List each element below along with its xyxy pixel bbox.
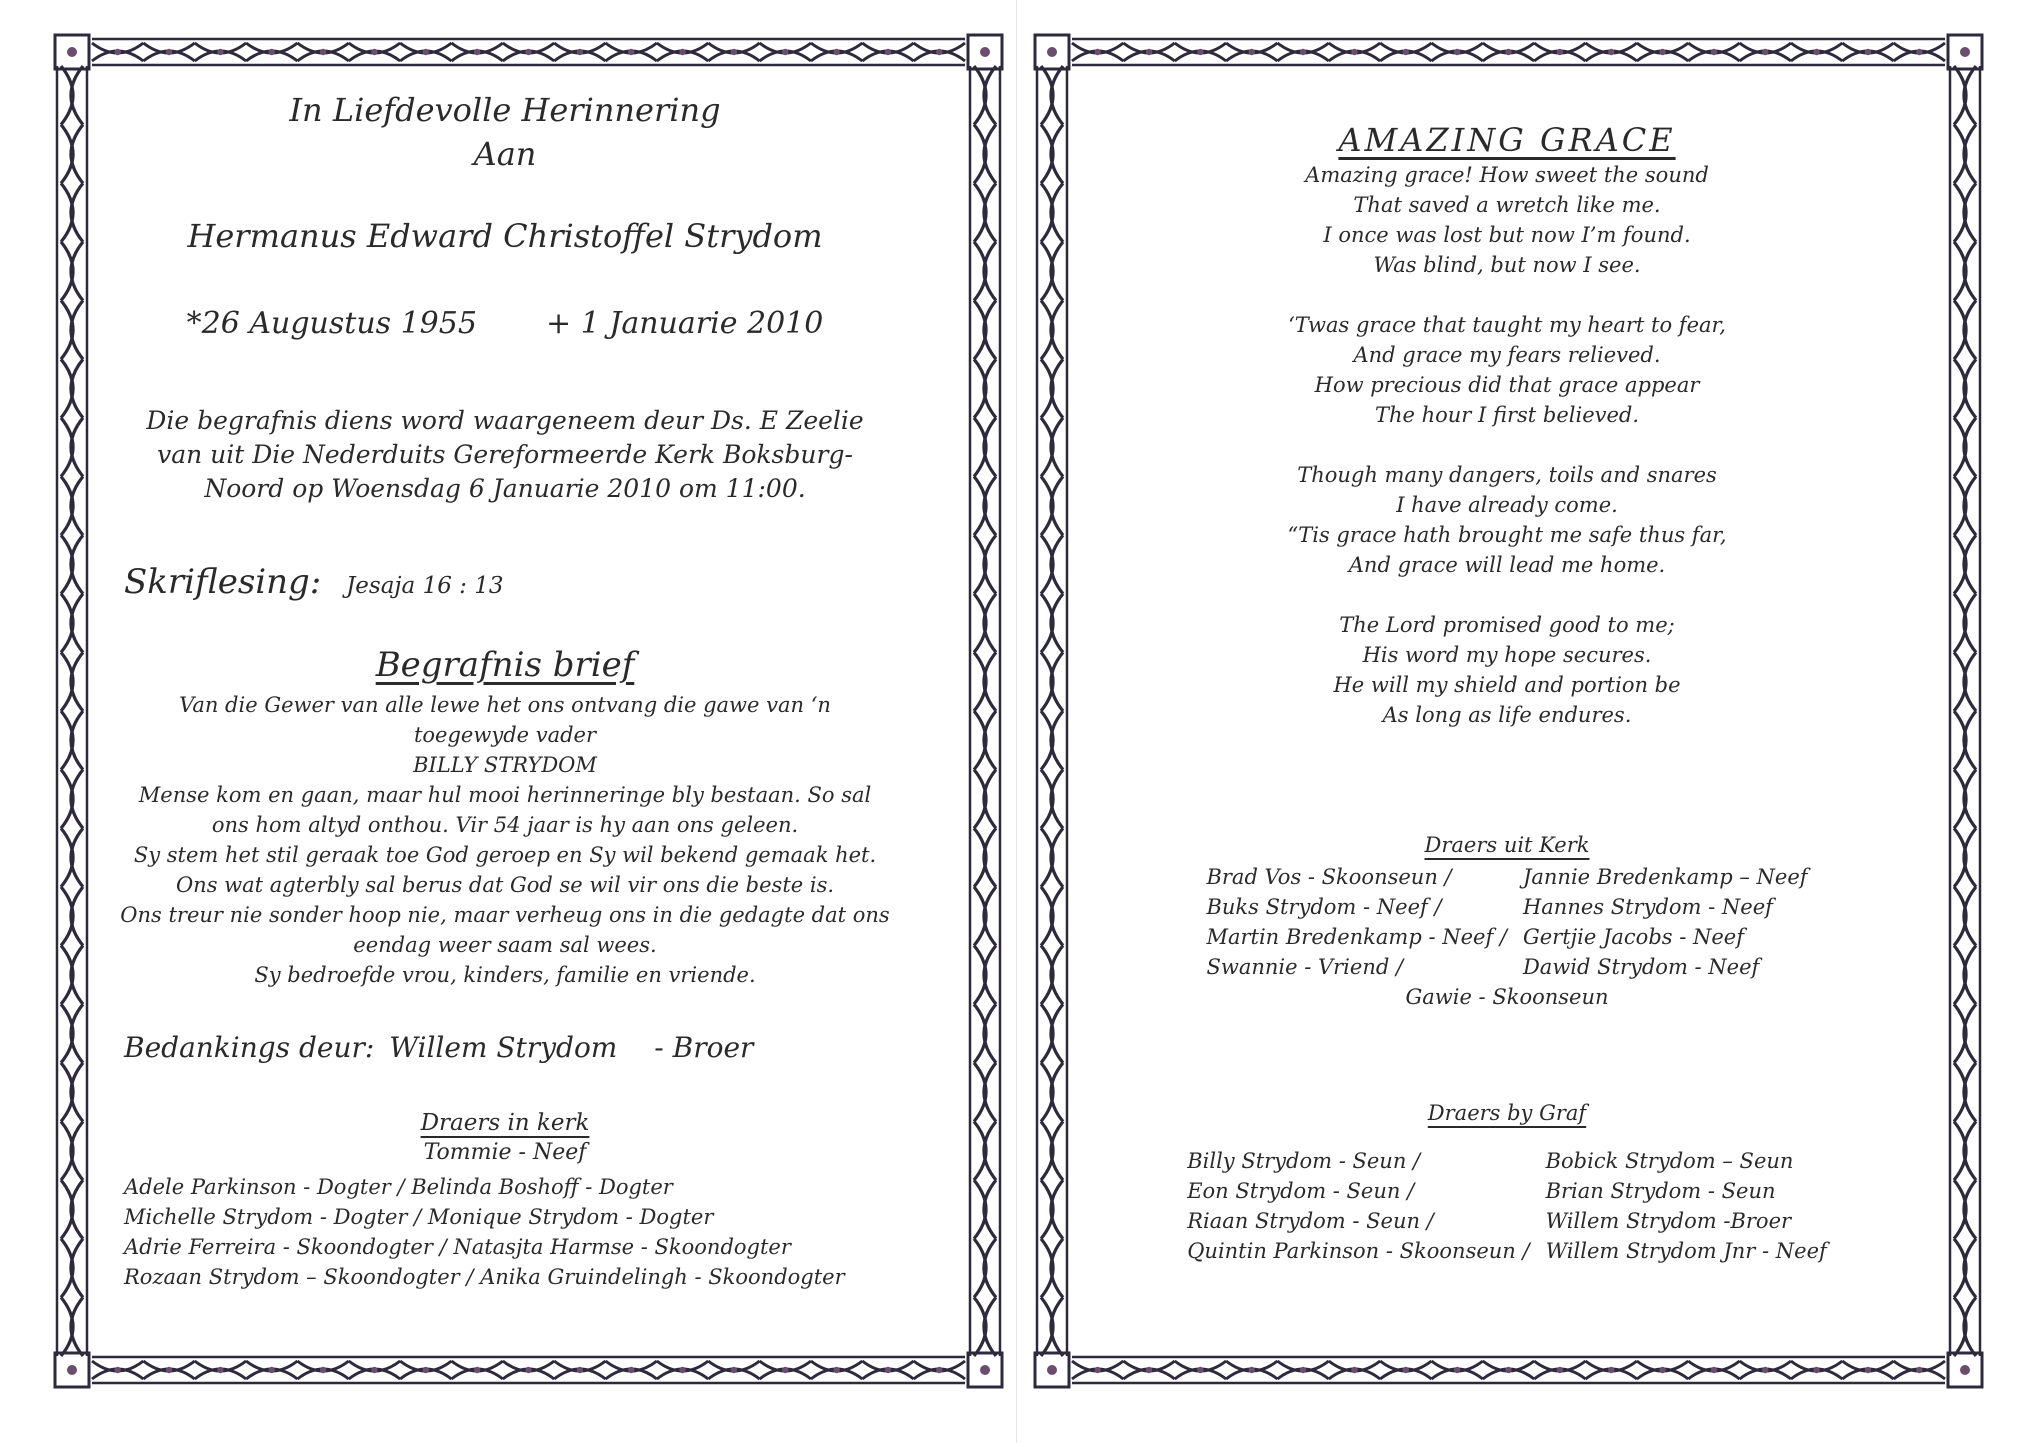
church-bearers-list (124, 1172, 845, 1292)
grave-pallbearers-grid (1117, 1146, 1897, 1266)
hymn (1117, 120, 1897, 730)
verse-line: The Lord promised good to me; (1339, 613, 1675, 637)
hymn-verse (1117, 610, 1897, 730)
pallbearer: Bobick Strydom – Seun (1545, 1149, 1794, 1173)
church-bearer-row: Adrie Ferreira - Skoondogter / Natasjta Harmse - Skoondogter (124, 1235, 791, 1259)
pallbearer: Billy Strydom - Seun / (1187, 1149, 1421, 1173)
church-pallbearers-title: Draers uit Kerk (1424, 833, 1590, 857)
reading-reference: Jesaja 16 : 13 (346, 573, 504, 599)
intro-line-2: Aan (473, 135, 537, 173)
verse-line: Amazing grace! How sweet the sound (1305, 163, 1709, 187)
pallbearer: Hannes Strydom - Neef (1522, 895, 1773, 919)
verse-line: “Tis grace hath brought me safe thus far, (1287, 523, 1727, 547)
verse-line: Was blind, but now I see. (1373, 253, 1641, 277)
letter-line: Ons wat agterbly sal berus dat God se wil vir ons die beste is. (175, 873, 835, 897)
letter-line: Van die Gewer van alle lewe het ons ontvang die gawe van ‘n (179, 693, 831, 717)
left-page (0, 0, 1016, 1443)
left-content (110, 88, 900, 344)
letter-line: Sy bedroefde vrou, kinders, familie en vriende. (254, 963, 756, 987)
pallbearer: Dawid Strydom - Neef (1522, 955, 1760, 979)
service-details (110, 404, 900, 506)
life-dates (110, 304, 900, 344)
verse-line: The hour I first believed. (1374, 403, 1640, 427)
verse-line: He will my shield and portion be (1333, 673, 1681, 697)
church-bearers-title: Draers in kerk (420, 1110, 590, 1136)
service-line: Noord op Woensdag 6 Januarie 2010 om 11:00. (204, 474, 806, 503)
service-line: Die begrafnis diens word waargeneem deur Ds. E Zeelie (146, 406, 864, 435)
letter-line: toegewyde vader (413, 723, 597, 747)
right-page (1017, 0, 2033, 1443)
service-line: van uit Die Nederduits Gereformeerde Kerk Boksburg- (157, 440, 853, 469)
pallbearer: Riaan Strydom - Seun / (1187, 1209, 1434, 1233)
verse-line: And grace my fears relieved. (1353, 343, 1661, 367)
pallbearer: Brad Vos - Skoonseun / (1206, 865, 1452, 889)
verse-line: And grace will lead me home. (1348, 553, 1666, 577)
death-date: + 1 Januarie 2010 (546, 306, 824, 341)
thanks-relation: - Broer (654, 1031, 754, 1064)
pallbearer: Willem Strydom Jnr - Neef (1545, 1239, 1827, 1263)
thanks-line (124, 1028, 753, 1068)
pallbearer: Jannie Bredenkamp – Neef (1522, 865, 1808, 889)
church-bearer-row: Adele Parkinson - Dogter / Belinda Boshoff - Dogter (124, 1175, 673, 1199)
pallbearer: Martin Bredenkamp - Neef / (1206, 925, 1507, 949)
hymn-verse (1117, 310, 1897, 430)
pallbearer: Buks Strydom - Neef / (1206, 895, 1442, 919)
deceased-name: Hermanus Edward Christoffel Strydom (187, 217, 823, 255)
verse-line: That saved a wretch like me. (1353, 193, 1661, 217)
pallbearer: Brian Strydom - Seun (1545, 1179, 1776, 1203)
hymn-verse (1117, 460, 1897, 580)
verse-line: ‘Twas grace that taught my heart to fear, (1288, 313, 1726, 337)
thanks-name: Willem Strydom (389, 1031, 618, 1064)
church-bearer-row: Rozaan Strydom – Skoondogter / Anika Gruindelingh - Skoondogter (124, 1265, 845, 1289)
verse-line: Though many dangers, toils and snares (1297, 463, 1717, 487)
letter-line: Mense kom en gaan, maar hul mooi herinneringe bly bestaan. So sal (138, 783, 872, 807)
verse-line: How precious did that grace appear (1314, 373, 1700, 397)
church-pallbearers-grid (1117, 862, 1897, 982)
verse-line: I have already come. (1396, 493, 1618, 517)
birth-date: *26 Augustus 1955 (186, 306, 477, 341)
hymn-verse (1117, 160, 1897, 280)
church-pallbearers (1117, 830, 1897, 1012)
letter-line: eendag weer saam sal wees. (353, 933, 657, 957)
intro-line-1: In Liefdevolle Herinnering (289, 91, 721, 129)
letter-line: BILLY STRYDOM (413, 753, 597, 777)
pallbearer: Gertjie Jacobs - Neef (1522, 925, 1744, 949)
scripture-reading (124, 560, 503, 608)
church-bearer-first: Tommie - Neef (423, 1140, 587, 1165)
verse-line: As long as life endures. (1382, 703, 1632, 727)
letter-line: Sy stem het stil geraak toe God geroep en Sy wil bekend gemaak het. (133, 843, 877, 867)
pallbearer-last: Gawie - Skoonseun (1405, 985, 1609, 1009)
pallbearer: Quintin Parkinson - Skoonseun / (1187, 1239, 1530, 1263)
letter-line: ons hom altyd onthou. Vir 54 jaar is hy aan ons geleen. (211, 813, 799, 837)
pallbearer: Willem Strydom -Broer (1545, 1209, 1792, 1233)
church-bearer-row: Michelle Strydom - Dogter / Monique Strydom - Dogter (124, 1205, 714, 1229)
grave-pallbearers (1117, 1098, 1897, 1266)
verse-line: I once was lost but now I’m found. (1323, 223, 1691, 247)
hymn-title: AMAZING GRACE (1338, 121, 1676, 159)
pallbearer: Eon Strydom - Seun / (1187, 1179, 1415, 1203)
church-bearers-title-block (110, 1108, 900, 1168)
verse-line: His word my hope secures. (1362, 643, 1652, 667)
reading-label: Skriflesing: (124, 562, 322, 602)
grave-pallbearers-title: Draers by Graf (1427, 1101, 1587, 1125)
letter-title: Begrafnis brief (375, 645, 635, 685)
pallbearer: Swannie - Vriend / (1206, 955, 1404, 979)
funeral-letter (110, 642, 900, 990)
thanks-label: Bedankings deur: (124, 1031, 375, 1064)
letter-line: Ons treur nie sonder hoop nie, maar verheug ons in die gedagte dat ons (120, 903, 890, 927)
